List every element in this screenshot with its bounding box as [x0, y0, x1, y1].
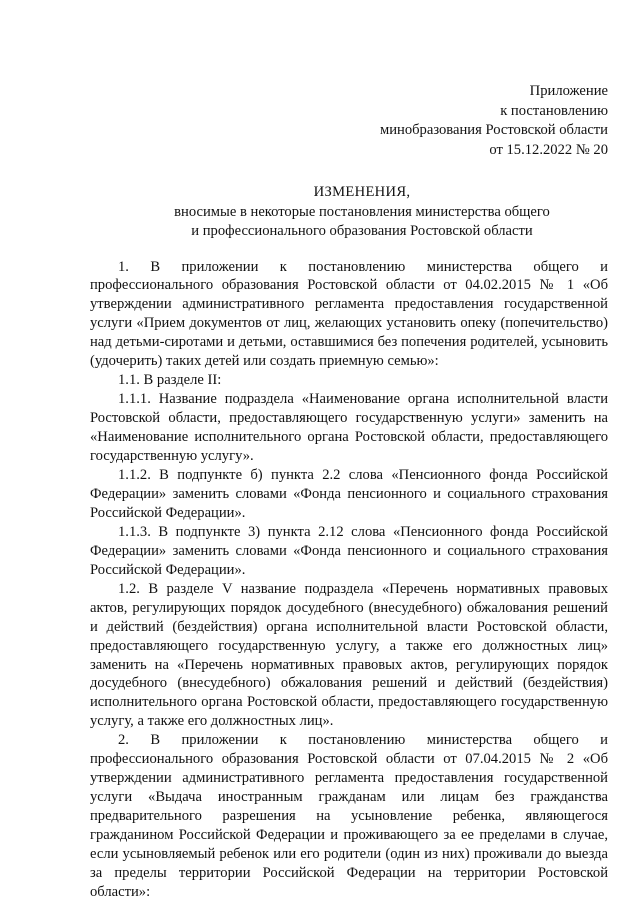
appendix-line-3: минобразования Ростовской области	[379, 122, 608, 138]
paragraph-2: 2. В приложении к постановлению министерства общего и профессионального образования Ростовской области от 07.04.2015 № 2 «Об утверждении административного регламента предоставления государственной услуги «Выдача иностранным гражданам или лицам без гражданства предварительного разрешения на усыновление ребенка, являющегося гражданином Российской Федерации и проживающего за ее пределами в случае, если усыновляемый ребенок или его родители (один из них) проживали до выезда за пределы территории Российской Федерации на территории Ростовской области»:	[90, 732, 608, 900]
appendix-line-4: от 15.12.2022 № 20	[489, 141, 608, 158]
title-sub-1: вносимые в некоторые постановления министерства общего	[174, 203, 550, 220]
paragraph-1-1: 1.1. В разделе II:	[118, 372, 222, 389]
appendix-line-1: Приложение	[529, 83, 608, 99]
paragraph-1-1-3: 1.1.3. В подпункте 3) пункта 2.12 слова «Пенсионного фонда Российской Федерации» заменить словами «Фонда пенсионного и социального страхования Российской Федерации».	[90, 523, 608, 578]
title-main: ИЗМЕНЕНИЯ,	[313, 184, 411, 200]
paragraph-1-2: 1.2. В разделе V название подраздела «Перечень нормативных правовых актов, регулирующих порядок досудебного (внесудебного) обжалования решений и действий (бездействия) органа исполнительной власти Ростовской области, предоставляющего государственную услугу, а также его должностных лиц» заменить на «Перечень нормативных правовых актов, регулирующих порядок досудебного (внесудебного) обжалования решений и действий (бездействия) исполнительного органа Ростовской области, предоставляющего государственную услугу, а также его должностных лиц».	[90, 580, 608, 730]
appendix-block	[90, 82, 608, 160]
appendix-line-2: к постановлению	[500, 102, 608, 119]
document-title	[90, 183, 608, 242]
paragraph-1-1-1: 1.1.1. Название подраздела «Наименование органа исполнительной власти Ростовской области, предоставляющего государственную услуги» заменить на «Наименование исполнительного органа Ростовской области, предоставляющего государственную услугу».	[90, 391, 608, 465]
paragraph-1-1-2: 1.1.2. В подпункте б) пункта 2.2 слова «Пенсионного фонда Российской Федерации» заменить словами «Фонда пенсионного и социального страхования Российской Федерации».	[90, 466, 608, 521]
paragraph-1: 1. В приложении к постановлению министерства общего и профессионального образования Ростовской области от 04.02.2015 № 1 «Об утверждении административного регламента предоставления государственной услуги «Прием документов от лиц, желающих установить опеку (попечительство) над детьми-сиротами и детьми, оставшимися без попечения родителей, усыновить (удочерить) таких детей или создать приемную семью»:	[90, 258, 608, 370]
title-sub-2: и профессионального образования Ростовской области	[191, 223, 533, 239]
document-body	[90, 258, 608, 902]
